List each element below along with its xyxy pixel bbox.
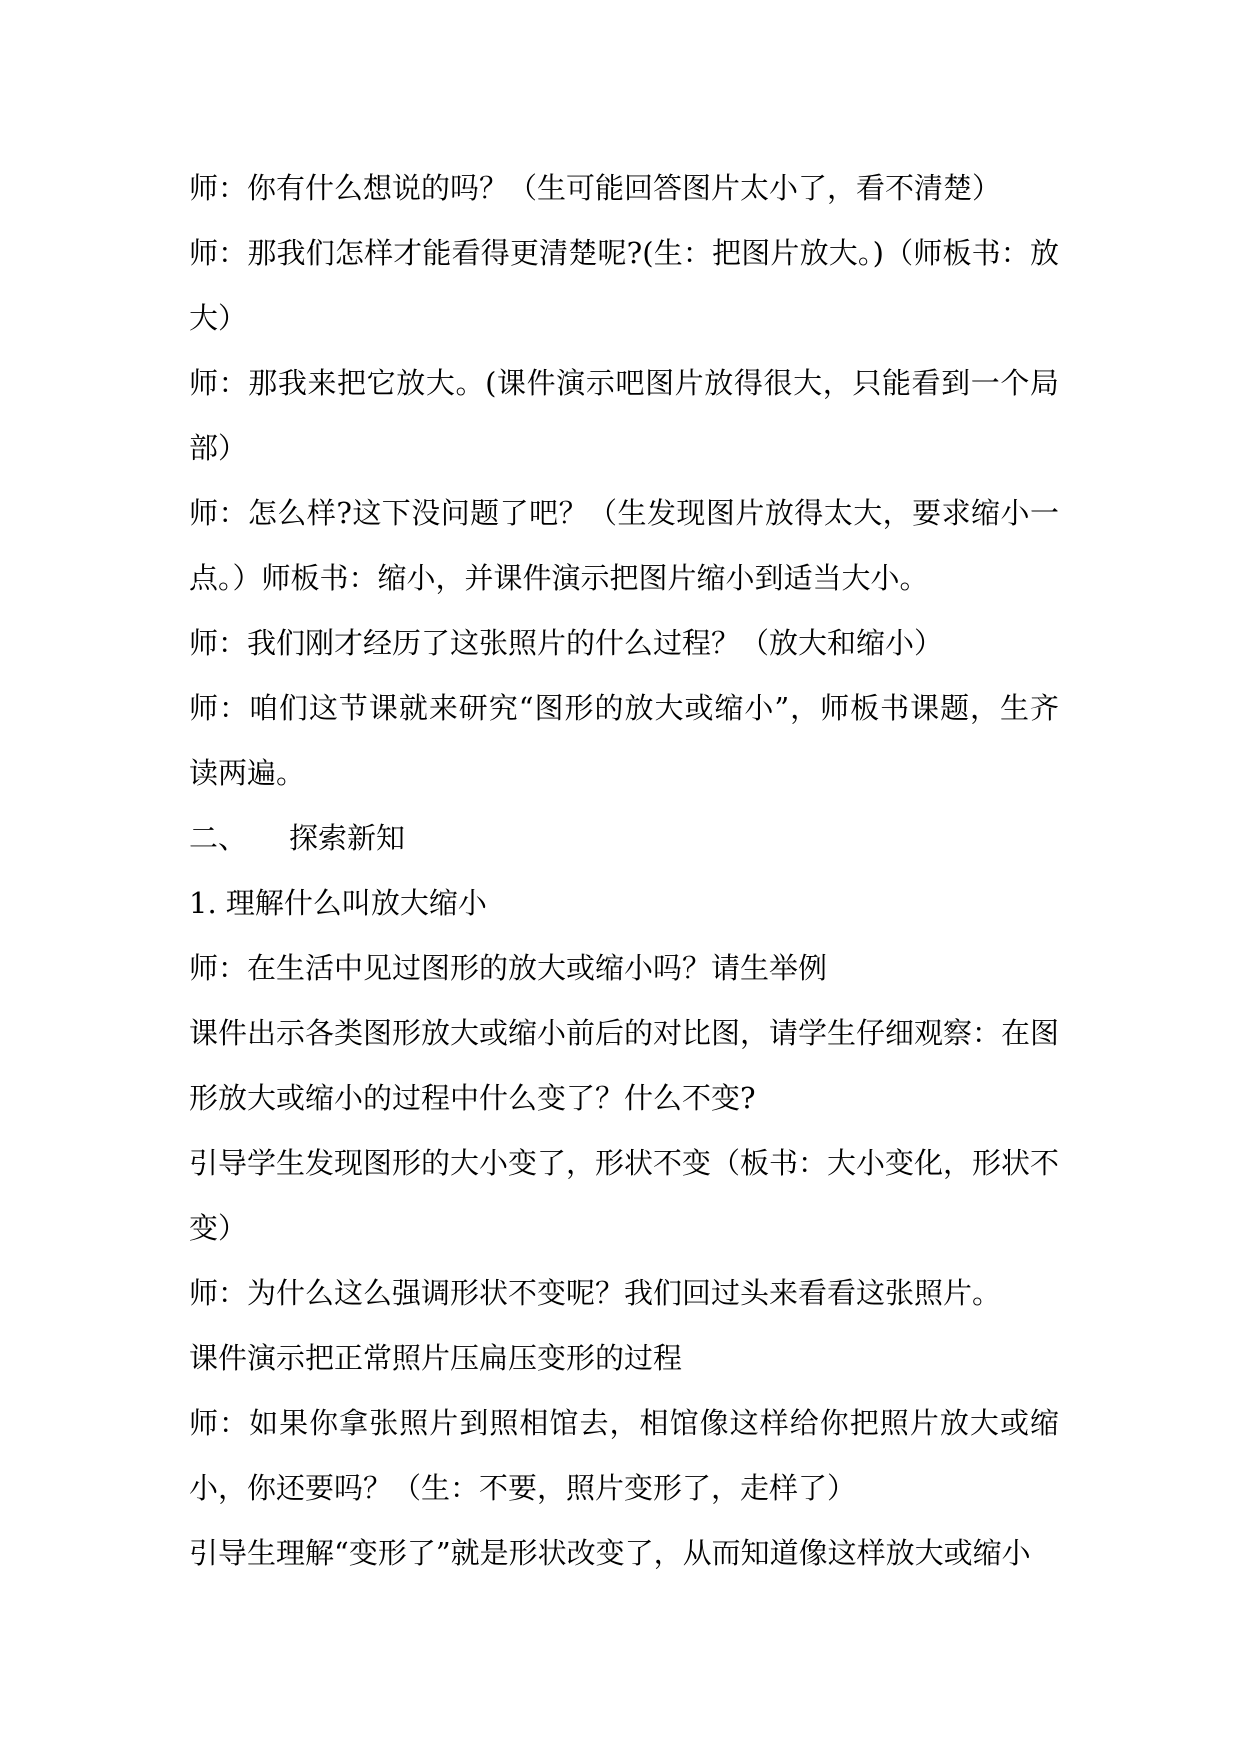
paragraph: 师：那我来把它放大。(课件演示吧图片放得很大，只能看到一个局部） — [189, 366, 1059, 465]
section-heading-title: 探索新知 — [289, 821, 406, 855]
paragraph: 师：为什么这么强调形状不变呢？我们回过头来看看这张照片。 — [189, 1276, 1002, 1310]
section-heading — [189, 806, 1059, 871]
section-heading-number: 二、 — [189, 821, 248, 855]
paragraph: 课件出示各类图形放大或缩小前后的对比图，请学生仔细观察：在图形放大或缩小的过程中什么变了？什么不变? — [189, 1016, 1060, 1115]
paragraph: 师：那我们怎样才能看得更清楚呢?(生：把图片放大。)（师板书：放大） — [189, 236, 1059, 335]
document-body — [189, 156, 1059, 1586]
paragraph: 师：咱们这节课就来研究“图形的放大或缩小”，师板书课题，生齐读两遍。 — [189, 691, 1059, 790]
subsection-heading: 1. 理解什么叫放大缩小 — [189, 886, 487, 920]
paragraph: 师：怎么样?这下没问题了吧？（生发现图片放得太大，要求缩小一点。）师板书：缩小，并课件演示把图片缩小到适当大小。 — [189, 496, 1059, 595]
paragraph: 师：在生活中见过图形的放大或缩小吗？请生举例 — [189, 951, 828, 985]
paragraph: 引导学生发现图形的大小变了，形状不变（板书：大小变化，形状不变） — [189, 1146, 1060, 1245]
paragraph: 引导生理解“变形了”就是形状改变了，从而知道像这样放大或缩小 — [189, 1536, 1031, 1570]
paragraph: 课件演示把正常照片压扁压变形的过程 — [189, 1341, 683, 1375]
paragraph: 师：你有什么想说的吗？（生可能回答图片太小了，看不清楚） — [189, 171, 1002, 205]
paragraph: 师：如果你拿张照片到照相馆去，相馆像这样给你把照片放大或缩小，你还要吗？（生：不要，照片变形了，走样了） — [189, 1406, 1059, 1505]
paragraph: 师：我们刚才经历了这张照片的什么过程？（放大和缩小） — [189, 626, 944, 660]
